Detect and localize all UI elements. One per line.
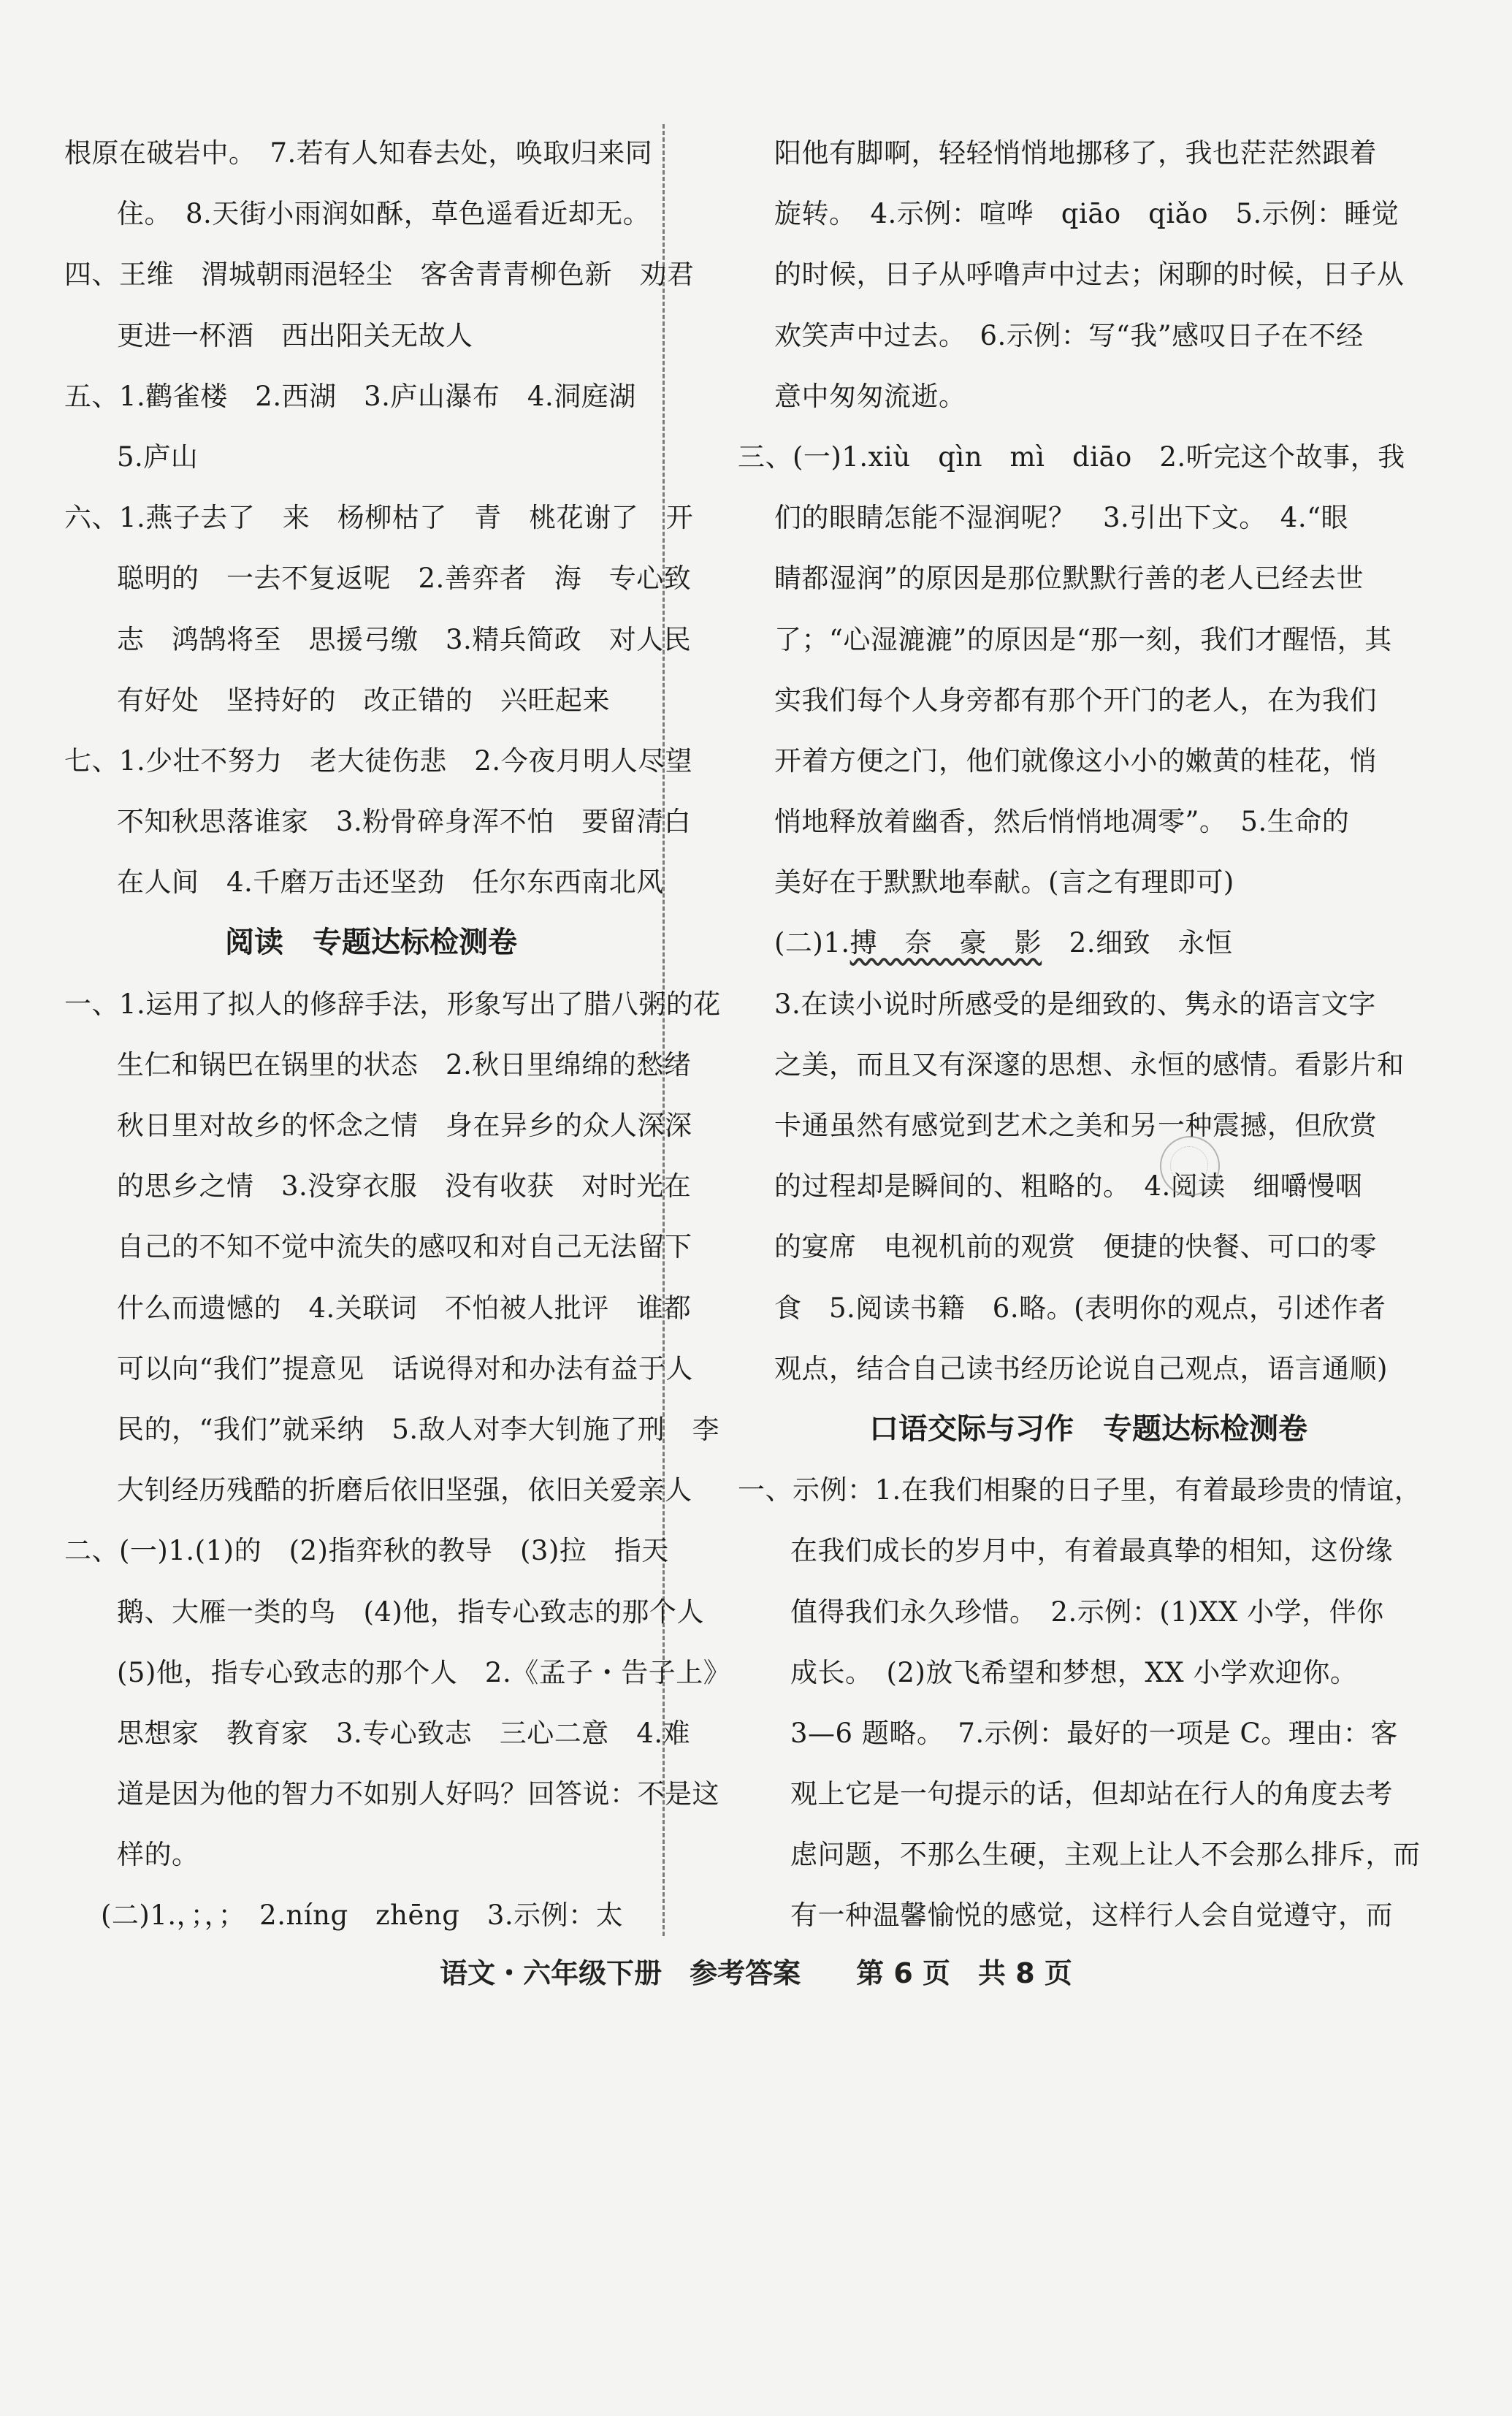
text-line: 一、1.运用了拟人的修辞手法，形象写出了腊八粥的花 bbox=[64, 988, 721, 1020]
wavy-suffix: 2.细致 永恒 bbox=[1042, 927, 1233, 959]
text-line: 六、1.燕子去了 来 杨柳枯了 青 桃花谢了 开 bbox=[64, 502, 694, 534]
text-line: 生仁和锅巴在锅里的状态 2.秋日里绵绵的愁绪 bbox=[117, 1048, 692, 1081]
text-line: (5)他，指专心致志的那个人 2.《孟子・告子上》 bbox=[117, 1656, 731, 1688]
text-line: 观点，结合自己读书经历论说自己观点，语言通顺) bbox=[774, 1352, 1388, 1384]
page-footer: 语文・六年级下册 参考答案 第 6 页 共 8 页 bbox=[440, 1957, 1072, 1989]
text-line: 之美，而且又有深邃的思想、永恒的感情。看影片和 bbox=[774, 1048, 1405, 1081]
text-line: 的时候，日子从呼噜声中过去；闲聊的时候，日子从 bbox=[774, 259, 1405, 291]
text-line: 四、王维 渭城朝雨浥轻尘 客舍青青柳色新 劝君 bbox=[64, 259, 695, 291]
wavy-underlined-words: 搏 奈 豪 影 bbox=[849, 927, 1042, 959]
text-line: 志 鸿鹄将至 思援弓缴 3.精兵简政 对人民 bbox=[117, 623, 692, 655]
text-line: 五、1.鹳雀楼 2.西湖 3.庐山瀑布 4.洞庭湖 bbox=[64, 380, 636, 412]
text-line: 5.庐山 bbox=[117, 441, 199, 473]
text-line: 在我们成长的岁月中，有着最真挚的相知，这份缘 bbox=[790, 1535, 1393, 1567]
text-line: 什么而遗憾的 4.关联词 不怕被人批评 谁都 bbox=[117, 1292, 692, 1324]
text-line: 可以向“我们”提意见 话说得对和办法有益于人 bbox=[117, 1352, 693, 1384]
text-line: 七、1.少壮不努力 老大徒伤悲 2.今夜月明人尽望 bbox=[64, 744, 693, 777]
text-line: 更进一杯酒 西出阳关无故人 bbox=[117, 319, 473, 351]
text-line: 大钊经历残酷的折磨后依旧坚强，依旧关爱亲人 bbox=[117, 1474, 692, 1506]
text-line: 3.在读小说时所感受的是细致的、隽永的语言文字 bbox=[774, 988, 1376, 1020]
text-line: 值得我们永久珍惜。 2.示例：(1)XX 小学，伴你 bbox=[790, 1596, 1384, 1628]
text-line: 3—6 题略。 7.示例：最好的一项是 C。理由：客 bbox=[790, 1717, 1398, 1749]
text-line: 旋转。 4.示例：喧哗 qiāo qiǎo 5.示例：睡觉 bbox=[774, 198, 1400, 230]
text-line: 虑问题，不那么生硬，主观上让人不会那么排斥，而 bbox=[790, 1839, 1421, 1871]
text-line: 实我们每个人身旁都有那个开门的老人，在为我们 bbox=[774, 684, 1377, 716]
text-line: 的过程却是瞬间的、粗略的。 4.阅读 细嚼慢咽 bbox=[774, 1170, 1363, 1203]
text-line: 二、(一)1.(1)的 (2)指弈秋的教导 (3)拉 指天 bbox=[64, 1535, 669, 1567]
text-line: 了；“心湿漉漉”的原因是“那一刻，我们才醒悟，其 bbox=[774, 623, 1392, 655]
text-line: 有一种温馨愉悦的感觉，这样行人会自觉遵守，而 bbox=[790, 1899, 1393, 1932]
text-line: 欢笑声中过去。 6.示例：写“我”感叹日子在不经 bbox=[774, 319, 1364, 351]
text-line: 美好在于默默地奉献。(言之有理即可) bbox=[774, 866, 1234, 899]
text-line: 聪明的 一去不复返呢 2.善弈者 海 专心致 bbox=[117, 563, 692, 595]
text-line: 自己的不知不觉中流失的感叹和对自己无法留下 bbox=[117, 1231, 692, 1263]
left-column bbox=[64, 123, 731, 1946]
text-line: 卡通虽然有感觉到艺术之美和另一种震撼，但欣赏 bbox=[774, 1110, 1377, 1141]
right-column bbox=[738, 123, 1439, 1946]
watermark-stamp-icon bbox=[1160, 1136, 1220, 1196]
text-line: 鹅、大雁一类的鸟 (4)他，指专心致志的那个人 bbox=[117, 1596, 704, 1628]
text-line: 有好处 坚持好的 改正错的 兴旺起来 bbox=[117, 684, 610, 716]
text-line: 在人间 4.千磨万击还坚劲 任尔东西南北风 bbox=[117, 866, 664, 899]
text-line: 开着方便之门，他们就像这小小的嫩黄的桂花，悄 bbox=[774, 744, 1377, 777]
section-heading-oral: 口语交际与习作 专题达标检测卷 bbox=[869, 1411, 1307, 1446]
text-line: 道是因为他的智力不如别人好吗？回答说：不是这 bbox=[117, 1778, 719, 1810]
text-line: 一、示例：1.在我们相聚的日子里，有着最珍贵的情谊， bbox=[738, 1474, 1422, 1506]
text-line: 民的，“我们”就采纳 5.敌人对李大钊施了刑 李 bbox=[117, 1413, 720, 1445]
text-line: 根原在破岩中。 7.若有人知春去处，唤取归来同 bbox=[64, 137, 653, 169]
text-line: 思想家 教育家 3.专心致志 三心二意 4.难 bbox=[117, 1717, 691, 1749]
text-line: 睛都湿润”的原因是那位默默行善的老人已经去世 bbox=[774, 563, 1364, 595]
text-line: 观上它是一句提示的话，但却站在行人的角度去考 bbox=[790, 1778, 1393, 1810]
text-line: 们的眼睛怎能不湿润呢？ 3.引出下文。 4.“眼 bbox=[774, 502, 1349, 534]
wavy-prefix: (二)1. bbox=[774, 927, 850, 959]
text-line: 秋日里对故乡的怀念之情 身在异乡的众人深深 bbox=[117, 1110, 692, 1141]
text-line: 住。 8.天街小雨润如酥，草色遥看近却无。 bbox=[117, 198, 651, 230]
text-line: 食 5.阅读书籍 6.略。(表明你的观点，引述作者 bbox=[774, 1292, 1386, 1324]
text-line: 阳他有脚啊，轻轻悄悄地挪移了，我也茫茫然跟着 bbox=[774, 137, 1377, 169]
section-heading-reading: 阅读 专题达标检测卷 bbox=[225, 926, 517, 960]
text-line: 成长。 (2)放飞希望和梦想，XX 小学欢迎你。 bbox=[790, 1656, 1358, 1688]
text-line: 不知秋思落谁家 3.粉骨碎身浑不怕 要留清白 bbox=[117, 806, 692, 838]
text-line: 意中匆匆流逝。 bbox=[774, 380, 966, 412]
text-line-wavy bbox=[738, 912, 1439, 973]
text-line: 三、(一)1.xiù qìn mì diāo 2.听完这个故事，我 bbox=[738, 441, 1405, 473]
text-line: 的思乡之情 3.没穿衣服 没有收获 对时光在 bbox=[117, 1170, 692, 1203]
text-line: (二)1.，；，； 2.nínɡ zhēnɡ 3.示例：太 bbox=[101, 1899, 624, 1932]
text-line: 悄地释放着幽香，然后悄悄地凋零”。 5.生命的 bbox=[774, 806, 1350, 838]
text-line: 的宴席 电视机前的观赏 便捷的快餐、可口的零 bbox=[774, 1231, 1377, 1263]
text-line: 样的。 bbox=[117, 1839, 199, 1871]
